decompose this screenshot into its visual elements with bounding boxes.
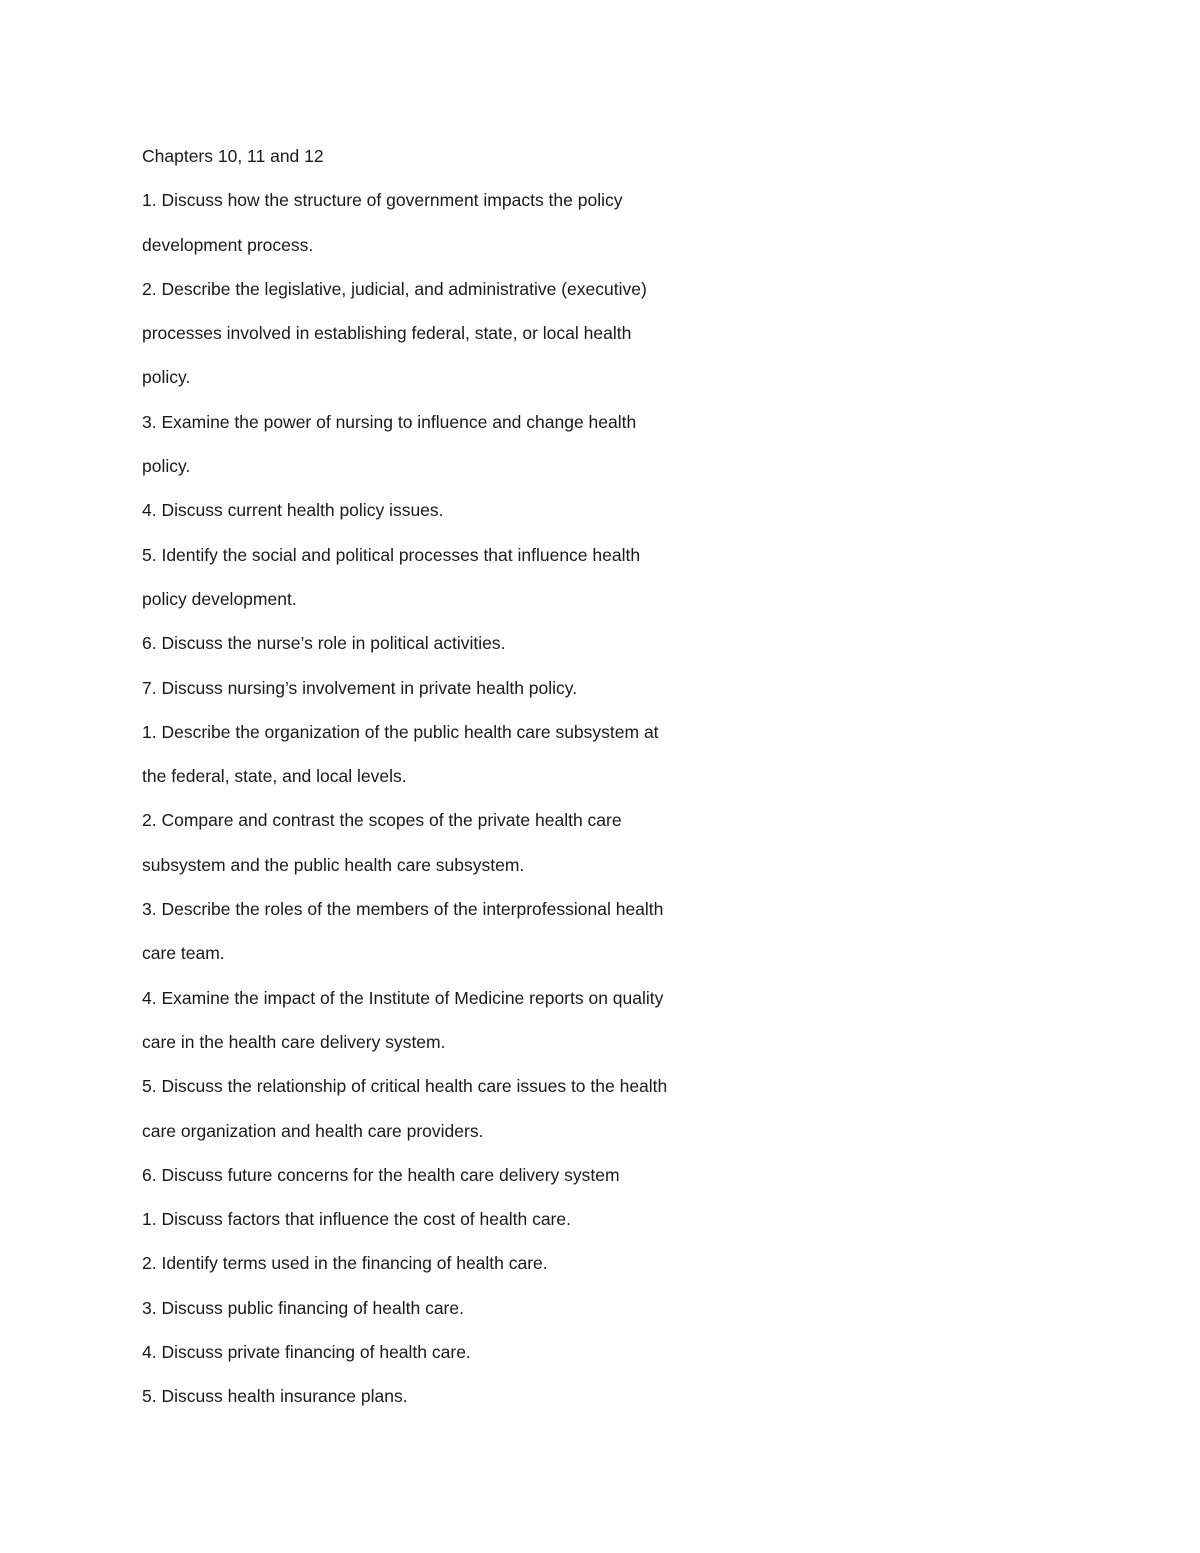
text-line: policy. <box>142 367 191 388</box>
text-line: 2. Compare and contrast the scopes of the private health care <box>142 810 622 831</box>
text-line: 7. Discuss nursing’s involvement in private health policy. <box>142 677 578 698</box>
text-line: 1. Discuss how the structure of government impacts the policy <box>142 190 623 211</box>
text-line: 2. Identify terms used in the financing of health care. <box>142 1253 548 1274</box>
text-line: 4. Discuss private financing of health care. <box>142 1342 471 1363</box>
text-line: 4. Discuss current health policy issues. <box>142 500 444 521</box>
text-line: 1. Describe the organization of the public health care subsystem at <box>142 721 659 742</box>
text-line: subsystem and the public health care subsystem. <box>142 854 525 875</box>
document-body <box>142 142 782 1427</box>
text-line: 5. Discuss health insurance plans. <box>142 1386 408 1407</box>
text-line: care team. <box>142 943 225 964</box>
text-line: 6. Discuss the nurse’s role in political activities. <box>142 633 506 654</box>
text-line: processes involved in establishing federal, state, or local health <box>142 323 632 344</box>
text-line: policy development. <box>142 588 297 609</box>
document-heading: Chapters 10, 11 and 12 <box>142 146 324 166</box>
text-line: 1. Discuss factors that influence the cost of health care. <box>142 1209 571 1230</box>
text-line: 3. Discuss public financing of health care. <box>142 1297 464 1318</box>
text-line: development process. <box>142 234 314 255</box>
text-line: the federal, state, and local levels. <box>142 766 407 787</box>
text-line: 6. Discuss future concerns for the health care delivery system <box>142 1164 620 1185</box>
text-line: 5. Discuss the relationship of critical health care issues to the health <box>142 1076 668 1097</box>
text-line: care in the health care delivery system. <box>142 1031 446 1052</box>
text-line: 4. Examine the impact of the Institute of Medicine reports on quality <box>142 987 664 1008</box>
text-line: policy. <box>142 456 191 477</box>
text-line: 2. Describe the legislative, judicial, and administrative (executive) <box>142 278 647 299</box>
text-line: 5. Identify the social and political processes that influence health <box>142 544 641 565</box>
text-line: 3. Describe the roles of the members of the interprofessional health <box>142 899 664 920</box>
text-line: 3. Examine the power of nursing to influence and change health <box>142 411 637 432</box>
text-line: care organization and health care providers. <box>142 1120 484 1141</box>
